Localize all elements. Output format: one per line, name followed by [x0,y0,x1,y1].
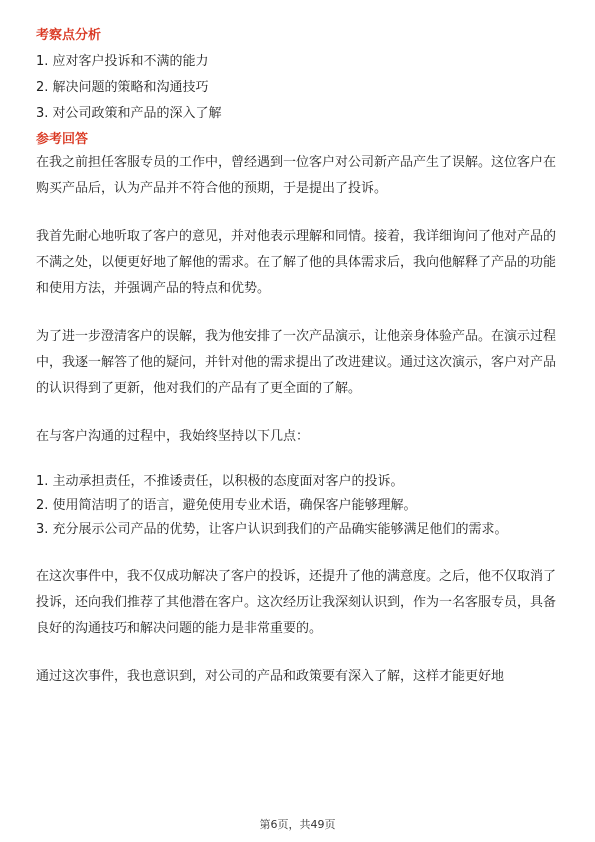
answer-paragraph: 在这次事件中，我不仅成功解决了客户的投诉，还提升了他的满意度。之后，他不仅取消了投诉，还向我们推荐了其他潜在客户。这次经历让我深刻认识到，作为一名客服专员，具备良好的沟通技巧和解决问题的能力是非常重要的。 [36,569,557,636]
analysis-item: 2. 解决问题的策略和沟通技巧 [36,80,209,95]
answer-paragraph: 通过这次事件，我也意识到，对公司的产品和政策要有深入了解，这样才能更好地 [36,669,505,684]
page-number: 第6页，共49页 [259,818,336,831]
answer-paragraph: 我首先耐心地听取了客户的意见，并对他表示理解和同情。接着，我详细询问了他对产品的不满之处，以便更好地了解他的需求。在了解了他的具体需求后，我向他解释了产品的功能和使用方法，并强调产品的特点和优势。 [36,229,557,296]
analysis-item: 1. 应对客户投诉和不满的能力 [36,54,209,69]
list-item: 3. 充分展示公司产品的优势，让客户认识到我们的产品确实能够满足他们的需求。 [36,522,508,537]
answer-paragraph: 在与客户沟通的过程中，我始终坚持以下几点： [36,429,310,444]
document-page [36,26,564,690]
points-list [36,472,564,540]
answer-paragraph: 在我之前担任客服专员的工作中，曾经遇到一位客户对公司新产品产生了误解。这位客户在购买产品后，认为产品并不符合他的预期，于是提出了投诉。 [36,155,557,196]
analysis-item: 3. 对公司政策和产品的深入了解 [36,106,222,121]
answer-heading: 参考回答 [36,132,89,147]
list-item: 1. 主动承担责任，不推诿责任，以积极的态度面对客户的投诉。 [36,474,404,489]
answer-paragraph: 为了进一步澄清客户的误解，我为他安排了一次产品演示，让他亲身体验产品。在演示过程中，我逐一解答了他的疑问，并针对他的需求提出了改进建议。通过这次演示，客户对产品的认识得到了更新，他对我们的产品有了更全面的了解。 [36,329,557,396]
list-item: 2. 使用简洁明了的语言，避免使用专业术语，确保客户能够理解。 [36,498,417,513]
analysis-heading: 考察点分析 [36,28,102,43]
